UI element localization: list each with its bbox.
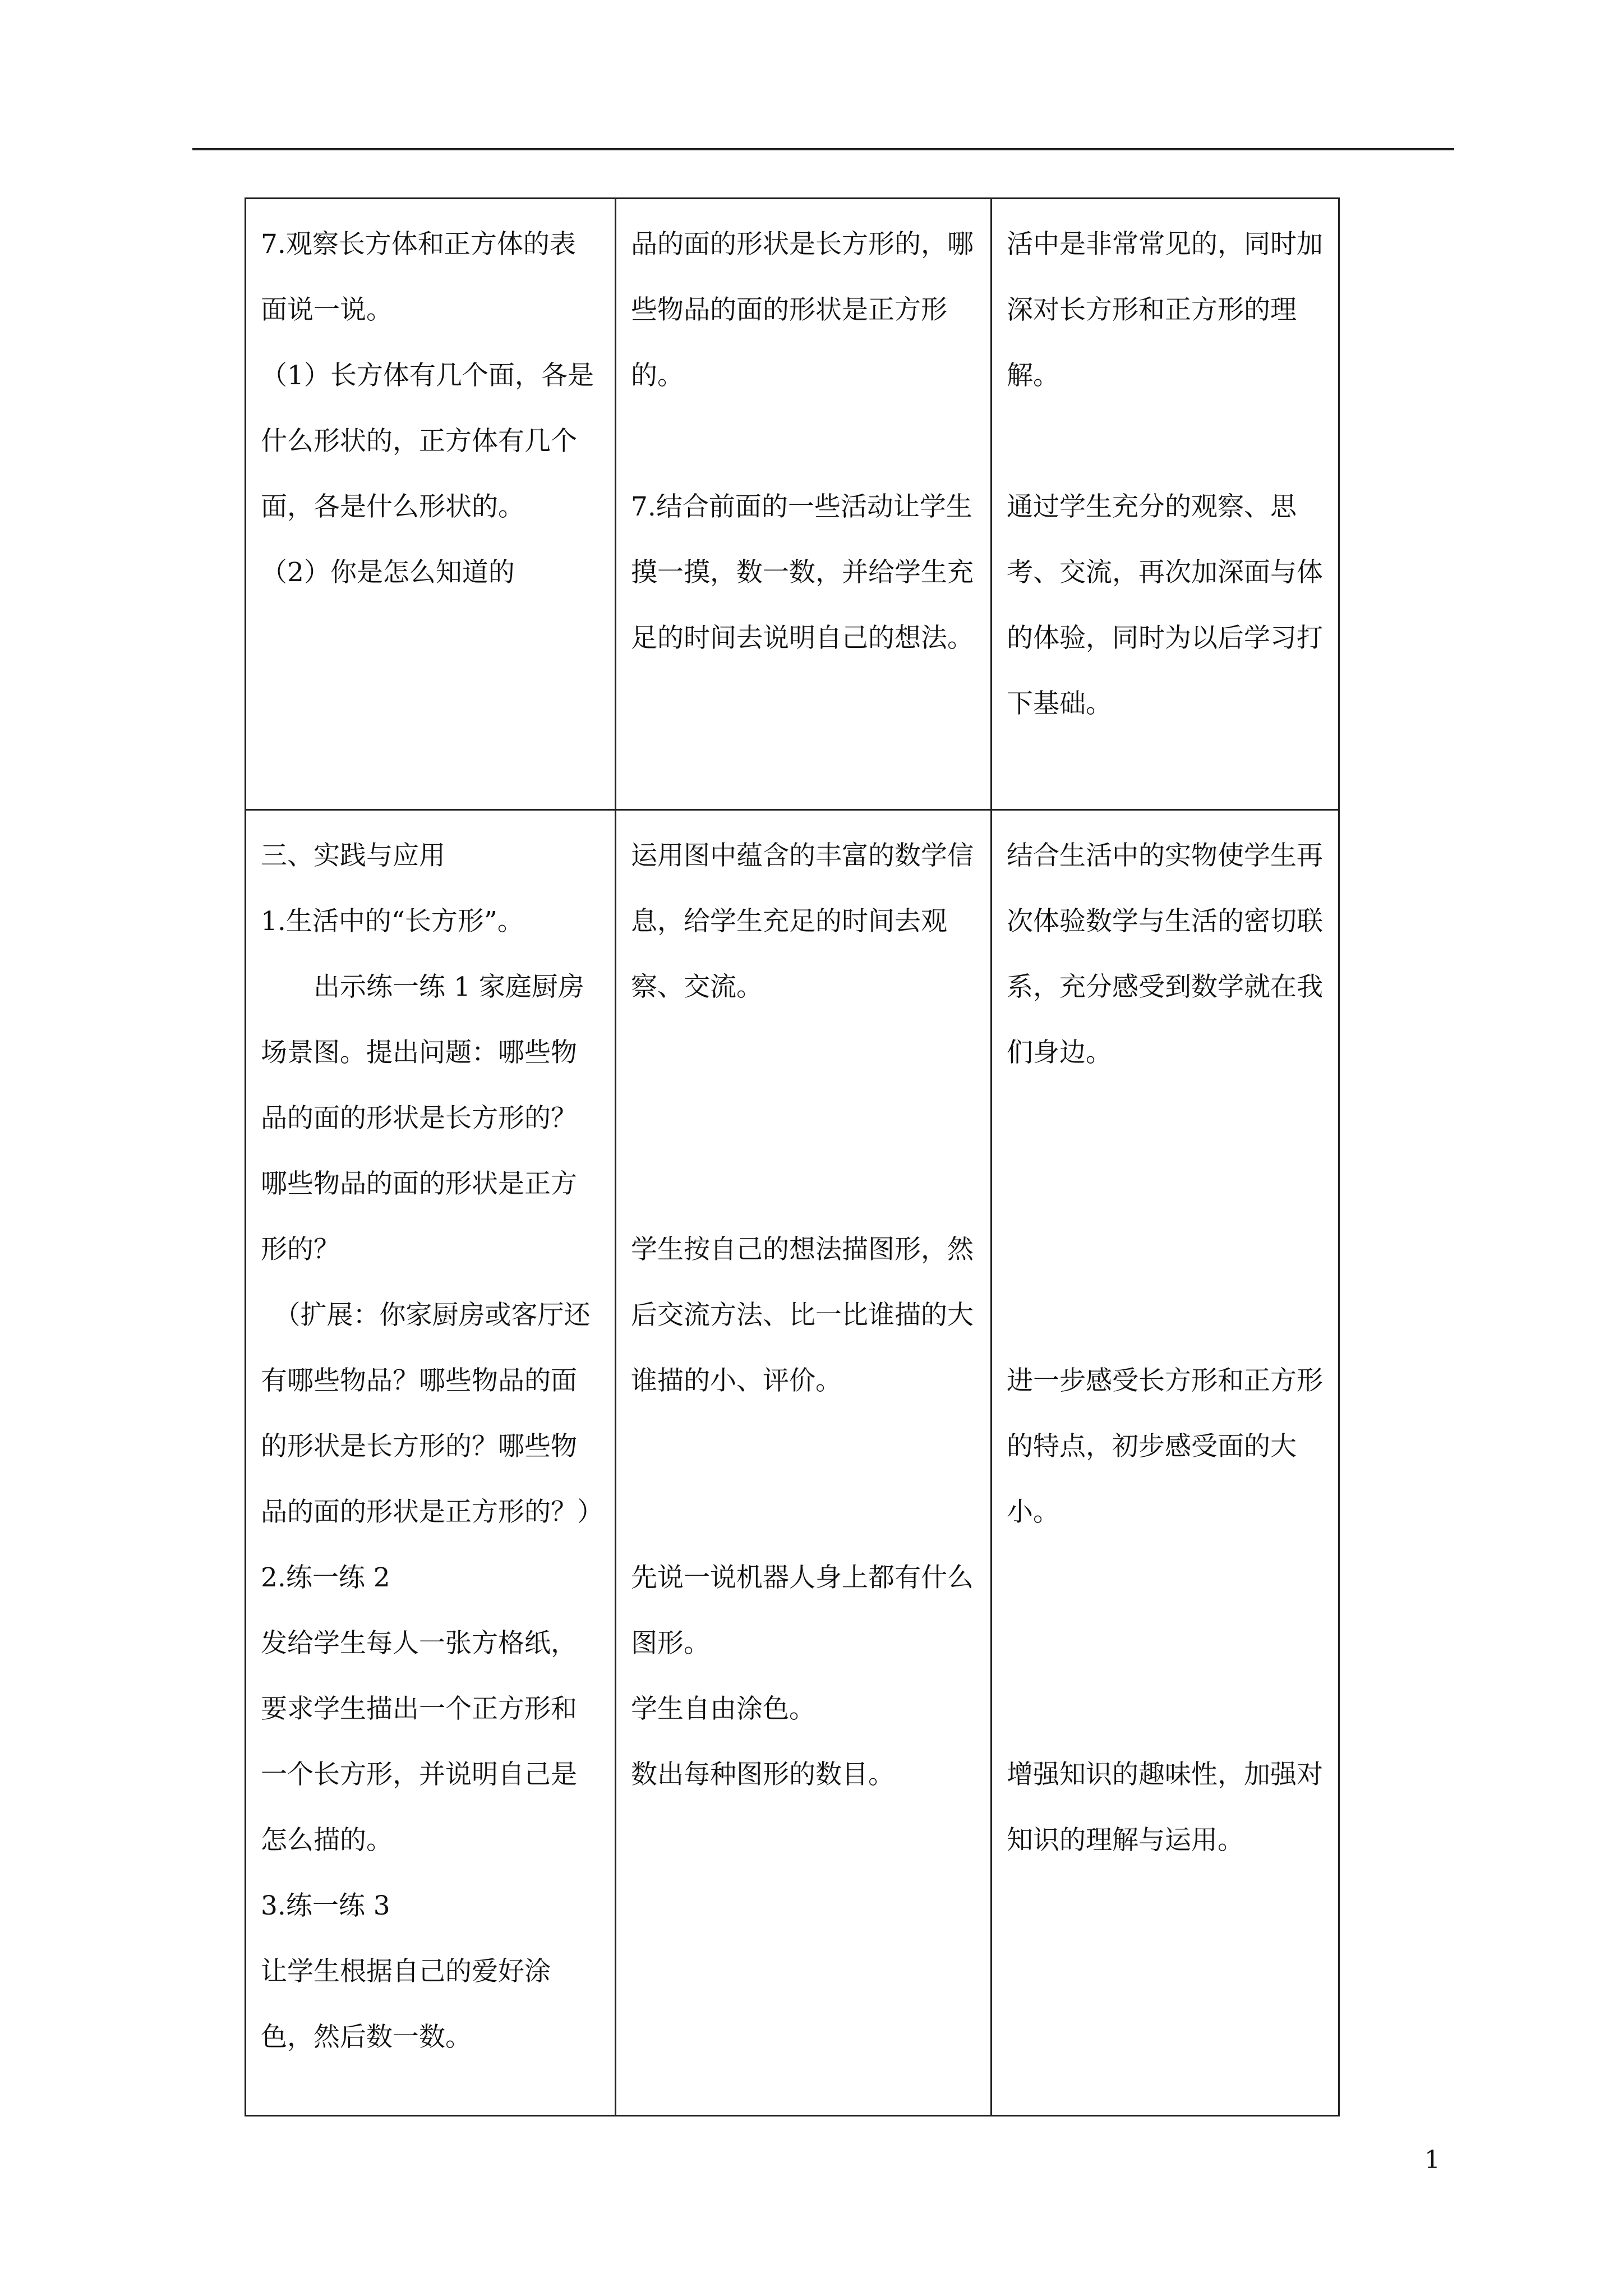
student-activity-cell (616, 199, 992, 810)
student-activity-text: 数出每种图形的数目。 (631, 1759, 895, 1790)
activity-question-2: （2）你是怎么知道的 (261, 557, 515, 588)
page-number: 1 (1424, 2146, 1440, 2174)
exercise-text: 出示练一练 1 家庭厨房场景图。提出问题：哪些物品的面的形状是长方形的？哪些物品的面的形状是正方形的？ (261, 972, 584, 1265)
activity-question-1: （1）长方体有几个面，各是什么形状的，正方体有几个面，各是什么形状的。 (261, 360, 594, 522)
design-intent-cell (992, 810, 1339, 2116)
design-intent-text: 结合生活中的实物使学生再次体验数学与生活的密切联系，充分感受到数学就在我们身边。 (1007, 840, 1323, 1068)
header-rule (192, 148, 1454, 150)
design-intent-text: 增强知识的趣味性，加强对知识的理解与运用。 (1007, 1759, 1323, 1856)
activity-title: 7.观察长方体和正方体的表面说一说。 (261, 229, 576, 325)
design-intent-text: 活中是非常常见的，同时加深对长方形和正方形的理解。 (1007, 229, 1323, 391)
lesson-plan-table (245, 197, 1340, 2116)
section-heading: 三、实践与应用 (261, 840, 445, 871)
exercise-text: 发给学生每人一张方格纸，要求学生描出一个正方形和一个长方形，并说明自己是怎么描的。 (261, 1628, 577, 1856)
design-intent-cell (992, 199, 1339, 810)
student-activity-text: 7.结合前面的一些活动让学生摸一摸，数一数，并给学生充足的时间去说明自己的想法。 (631, 491, 974, 654)
exercise-text: 让学生根据自己的爱好涂色，然后数一数。 (261, 1956, 551, 2053)
table-row (246, 810, 1339, 2116)
teaching-process-cell (246, 810, 616, 2116)
student-activity-text: 运用图中蕴含的丰富的数学信息，给学生充足的时间去观察、交流。 (631, 840, 974, 1002)
exercise-title: 3.练一练 3 (261, 1890, 390, 1921)
exercise-extension: （扩展：你家厨房或客厅还有哪些物品？哪些物品的面的形状是长方形的？哪些物品的面的形状是正方形的？） (261, 1300, 603, 1527)
design-intent-text: 进一步感受长方形和正方形的特点，初步感受面的大小。 (1007, 1365, 1323, 1527)
student-activity-text: 品的面的形状是长方形的，哪些物品的面的形状是正方形的。 (631, 229, 974, 391)
teaching-process-cell (246, 199, 616, 810)
student-activity-text: 先说一说机器人身上都有什么图形。 (631, 1562, 974, 1659)
student-activity-text: 学生自由涂色。 (631, 1694, 815, 1724)
student-activity-cell (616, 810, 992, 2116)
exercise-title: 1.生活中的“长方形”。 (261, 906, 524, 937)
design-intent-text: 通过学生充分的观察、思考、交流，再次加深面与体的体验，同时为以后学习打下基础。 (1007, 491, 1323, 719)
student-activity-text: 学生按自己的想法描图形，然后交流方法、比一比谁描的大谁描的小、评价。 (631, 1234, 974, 1396)
table-row (246, 199, 1339, 810)
exercise-title: 2.练一练 2 (261, 1562, 390, 1593)
